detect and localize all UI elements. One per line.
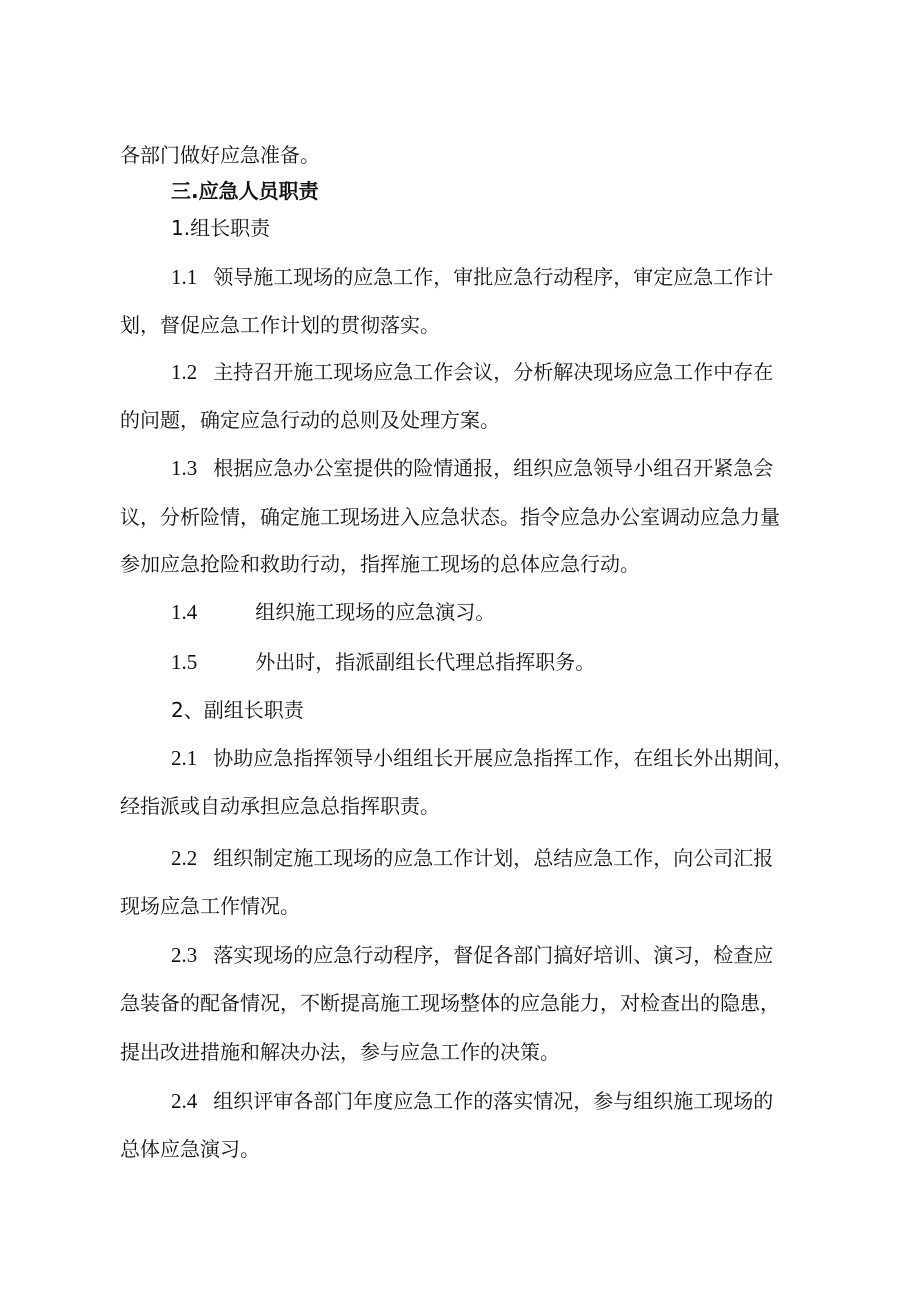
section-heading: 三.应急人员职责 xyxy=(171,179,319,203)
paragraph-line: 划，督促应急工作计划的贯彻落实。 xyxy=(120,313,440,337)
clause-text: 外出时，指派副组长代理总指挥职务。 xyxy=(255,650,596,674)
clause-2-3 xyxy=(171,942,773,968)
clause-text: 组织施工现场的应急演习。 xyxy=(255,600,496,624)
clause-2-4 xyxy=(171,1088,773,1114)
paragraph-line: 的问题，确定应急行动的总则及处理方案。 xyxy=(120,408,500,432)
subsection-heading: 1.组长职责 xyxy=(171,216,271,240)
paragraph-line: 议，分析险情，确定施工现场进入应急状态。指令应急办公室调动应急力量 xyxy=(120,505,780,529)
clause-1-3 xyxy=(171,455,773,481)
clause-text: 组织制定施工现场的应急工作计划，总结应急工作，向公司汇报 xyxy=(213,846,774,870)
clause-number: 1.4 xyxy=(171,600,198,624)
clause-text: 领导施工现场的应急工作，审批应急行动程序，审定应急工作计 xyxy=(213,265,774,289)
clause-1-5 xyxy=(171,649,595,675)
paragraph-line: 提出改进措施和解决办法，参与应急工作的决策。 xyxy=(120,1040,560,1064)
clause-number: 1.5 xyxy=(171,650,198,674)
clause-text: 根据应急办公室提供的险情通报，组织应急领导小组召开紧急会 xyxy=(213,456,774,480)
clause-text: 协助应急指挥领导小组组长开展应急指挥工作，在组长外出期间， xyxy=(213,746,794,770)
clause-number: 1.1 xyxy=(171,265,198,289)
paragraph-line: 参加应急抢险和救助行动，指挥施工现场的总体应急行动。 xyxy=(120,552,640,576)
clause-number: 2.2 xyxy=(171,846,198,870)
paragraph-line: 急装备的配备情况，不断提高施工现场整体的应急能力，对检查出的隐患， xyxy=(120,991,780,1015)
subsection-heading: 2、副组长职责 xyxy=(171,698,304,722)
clause-text: 落实现场的应急行动程序，督促各部门搞好培训、演习，检查应 xyxy=(213,943,774,967)
clause-1-1 xyxy=(171,264,773,290)
clause-1-2 xyxy=(171,359,773,385)
clause-text: 主持召开施工现场应急工作会议，分析解决现场应急工作中存在 xyxy=(213,360,774,384)
clause-1-4 xyxy=(171,599,495,625)
paragraph-line: 现场应急工作情况。 xyxy=(120,894,300,918)
paragraph-line: 总体应急演习。 xyxy=(120,1137,260,1161)
clause-number: 2.3 xyxy=(171,943,198,967)
clause-number: 2.1 xyxy=(171,746,198,770)
clause-number: 2.4 xyxy=(171,1089,198,1113)
clause-text: 组织评审各部门年度应急工作的落实情况，参与组织施工现场的 xyxy=(213,1089,774,1113)
paragraph-line: 各部门做好应急准备。 xyxy=(120,143,320,167)
paragraph-line: 经指派或自动承担应急总指挥职责。 xyxy=(120,794,440,818)
clause-2-1 xyxy=(171,745,793,771)
clause-2-2 xyxy=(171,845,773,871)
clause-number: 1.3 xyxy=(171,456,198,480)
clause-number: 1.2 xyxy=(171,360,198,384)
